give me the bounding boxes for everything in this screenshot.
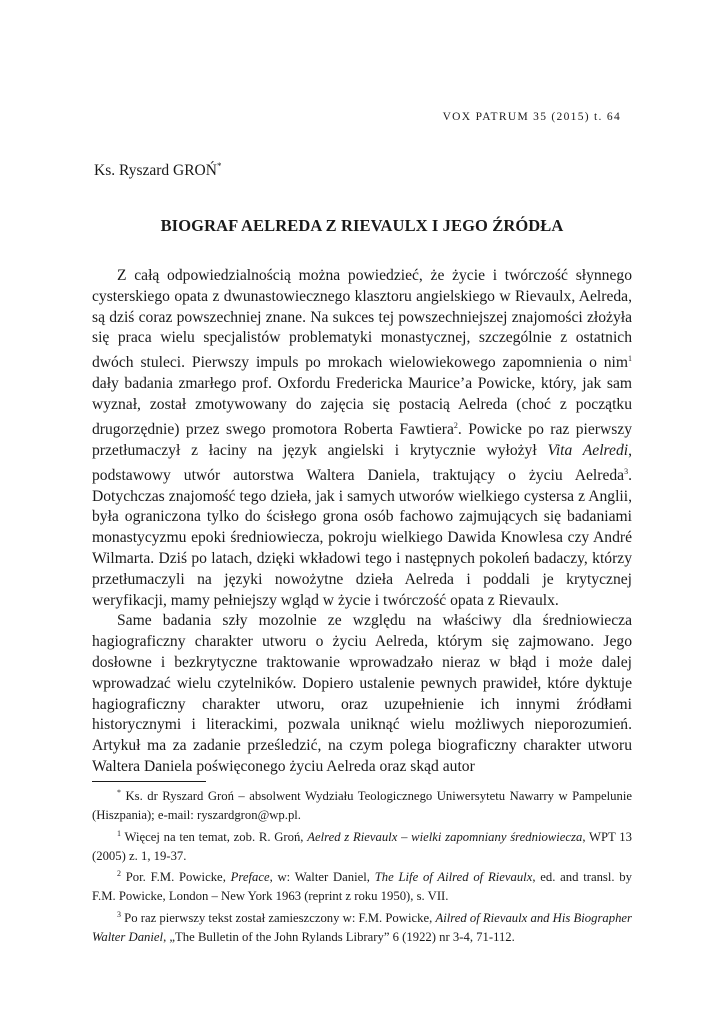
footnote-separator <box>92 781 206 782</box>
footnote-ref-2[interactable]: 2 <box>453 420 458 430</box>
footnote-2-mark: 2 <box>117 869 121 879</box>
footnote-2-text-a: Por. F.M. Powicke, <box>121 870 231 885</box>
footnote-3-italic: Ailred of Rievaulx and His Biographer Walter Daniel <box>92 911 632 944</box>
footnote-star-mark: * <box>117 788 121 797</box>
footnote-2-text-b: , w: Walter Daniel, <box>269 870 375 885</box>
paragraph-2: Same badania szły mozolnie ze względu na właściwy dla średniowiecza hagiograficzny charakter utworu o życiu Aelreda, którym się zajmowano. Jego dosłowne i bezkrytyczne traktowanie wprowadzało nieraz w błąd i może dalej wprowadzać wielu czytelników. Dopiero ustalenie pewnych prawideł, które dyktuje hagiograficzny charakter utworu, oraz uzupełnienie ich innymi źródłami historycznymi i literackimi, pozwala uniknąć wielu możliwych nieporozumień. Artykuł ma za zadanie prześledzić, na czym polega biograficzny charakter utworu Waltera Daniela poświęconego życiu Aelreda oraz skąd autor <box>92 612 632 775</box>
paragraph-1-text-b: dały badania zmarłego prof. Oxfordu Fredericka Maurice’a Powicke, który, jak sam wyznał, został zmotywowany do zajęcia się postacią Aelreda (choć z początku drugorzędnie) przez swego promotora Roberta Fawtiera <box>92 375 632 438</box>
paragraph-1-text-a: Z całą odpowiedzialnością można powiedzieć, że życie i twórczość słynnego cysterskiego opata z dwunastowiecznego klasztoru angielskiego w Rievaulx, Aelreda, są dziś coraz powszechniej znane. Na sukces tej powszechniejszej znajomości złożyła się praca wielu specjalistów problematyki monastycznej, szczególnie z ostatnich dwóch stuleci. Pierwszy impuls po mrokach wielowiekowego zapomnienia o nim <box>92 267 632 372</box>
paragraph-1-text-d: , podstawowy utwór autorstwa Waltera Daniela, traktujący o życiu Aelreda <box>92 441 632 484</box>
footnote-1-mark: 1 <box>117 828 121 838</box>
paragraph-1-text-c: . Powicke po raz pierwszy przetłumaczył z łaciny na język angielski i krytycznie wyłożył <box>92 420 633 459</box>
author-line <box>94 161 221 180</box>
footnote-1-text-a: Więcej na ten temat, zob. R. Groń, <box>121 829 308 844</box>
paragraph-1-text-e: . Dotychczas znajomość tego dzieła, jak i samych utworów wielkiego cystersa z Anglii, była ograniczona tylko do ścisłego grona osób fachowo zajmujących się badaniami monastycyzmu epoki średniowiecza, pokroju wielkiego Dawida Knowlesa czy André Wilmarta. Dziś po latach, dzięki wkładowi tego i następnych pokoleń badaczy, którzy przetłumaczyli na języki nowożytne dzieła Aelreda i poddali je krytycznej weryfikacji, mamy pełniejszy wgląd w życie i twórczość opata z Rievaulx. <box>92 466 632 609</box>
footnote-ref-3[interactable]: 3 <box>624 466 629 476</box>
footnote-1 <box>92 825 632 866</box>
footnote-3-text-b: , „The Bulletin of the John Rylands Library” 6 (1922) nr 3-4, 71-112. <box>163 929 515 944</box>
footnote-star <box>92 784 632 825</box>
footnote-3-mark: 3 <box>117 909 121 919</box>
work-title-vita-aelredi: Vita Aelredi <box>547 441 629 459</box>
footnote-3-text-a: Po raz pierwszy tekst został zamieszczony w: F.M. Powicke, <box>121 911 436 926</box>
paragraph-1 <box>92 266 632 611</box>
footnote-2-italic-1: Preface <box>230 870 270 885</box>
footnote-1-text-b: , WPT 13 (2005) z. 1, 19-37. <box>92 829 632 863</box>
author-name: Ks. Ryszard GROŃ <box>94 162 217 180</box>
footnote-ref-1[interactable]: 1 <box>628 354 632 364</box>
footnote-3 <box>92 906 632 947</box>
article-body <box>92 266 632 778</box>
footnotes <box>92 784 632 947</box>
footnote-star-text: Ks. dr Ryszard Groń – absolwent Wydziału Teologicznego Uniwersytetu Nawarry w Pampelunie (Hiszpania); e-mail: ryszardgron@wp.pl. <box>92 789 632 822</box>
footnote-2-italic-2: The Life of Ailred of Rievaulx <box>374 870 533 885</box>
running-head: VOX PATRUM 35 (2015) t. 64 <box>442 111 621 123</box>
footnote-2 <box>92 865 632 906</box>
footnote-2-text-c: , ed. and transl. by F.M. Powicke, London – New York 1963 (reprint z roku 1950), s. VII. <box>92 870 632 904</box>
article-title: BIOGRAF AELREDA Z RIEVAULX I JEGO ŹRÓDŁA <box>160 216 564 235</box>
author-footnote-mark[interactable]: * <box>216 161 222 171</box>
footnote-1-italic: Aelred z Rievaulx – wielki zapomniany średniowiecza <box>307 829 583 844</box>
